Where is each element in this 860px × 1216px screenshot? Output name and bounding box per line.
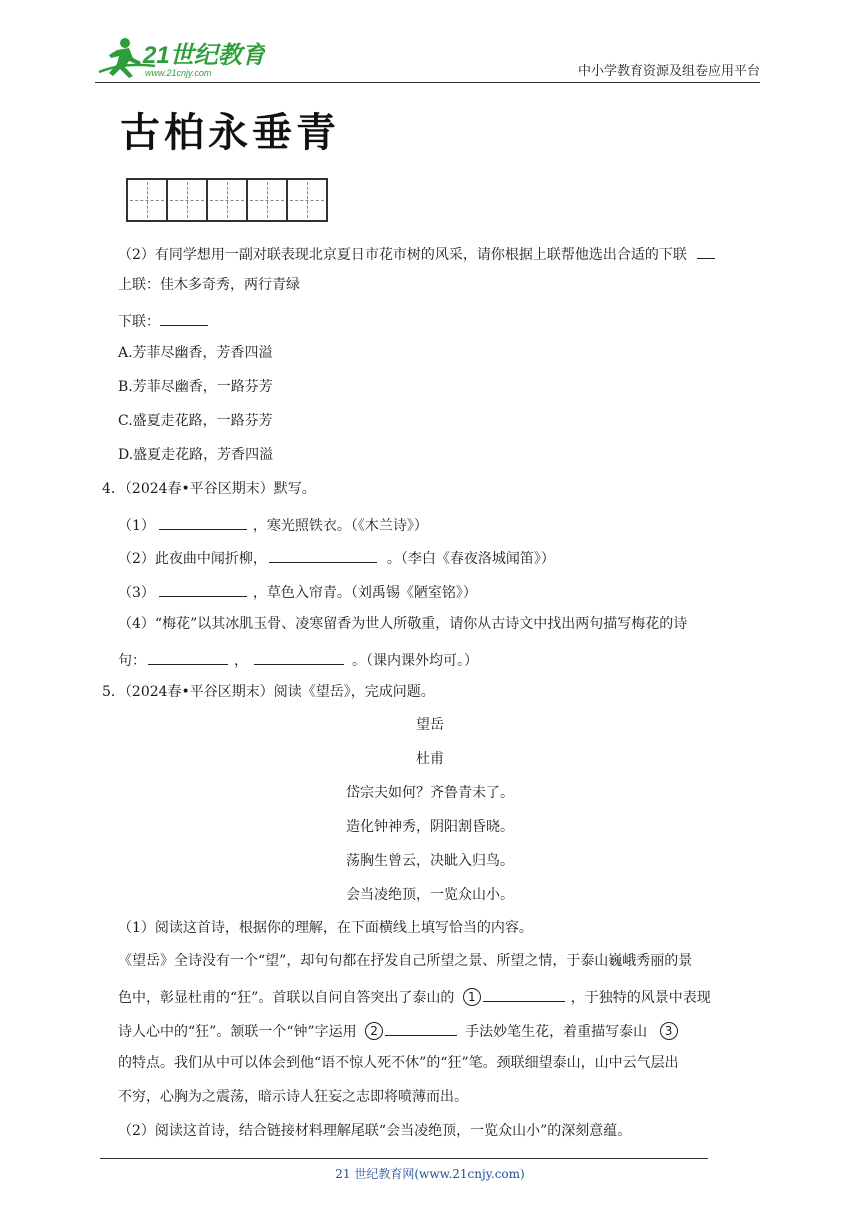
header-tagline: 中小学教育资源及组卷应用平台 xyxy=(577,64,760,79)
grid-cell[interactable] xyxy=(166,178,208,222)
q4-item-4-blank-2[interactable] xyxy=(254,648,344,665)
q5-para-line2 xyxy=(118,985,711,1008)
q4-item-4-suffix: 。（课内课外均可。） xyxy=(352,653,478,669)
q5-title: 5．（2024春•平谷区期末）阅读《望岳》，完成问题。 xyxy=(102,684,435,700)
calligraphy-image xyxy=(118,104,348,156)
circle-number-2: 2 xyxy=(365,1022,383,1040)
calligraphy-text: 古柏永垂青 xyxy=(120,109,340,156)
q4-item-1-blank[interactable] xyxy=(159,513,247,530)
poem-line: 岱宗夫如何？齐鲁青未了。 xyxy=(346,785,514,801)
footer-divider xyxy=(100,1158,708,1159)
header-divider xyxy=(95,82,760,83)
grid-cell[interactable] xyxy=(126,178,168,222)
option-c[interactable]: C.盛夏走花路，一路芬芳 xyxy=(118,413,273,429)
writing-grid xyxy=(126,178,326,222)
q4-item-4-blank-1[interactable] xyxy=(148,648,228,665)
poem-title: 望岳 xyxy=(416,717,444,733)
q5-blank-1[interactable] xyxy=(483,985,565,1002)
grid-cell[interactable] xyxy=(286,178,328,222)
q5-para-line2-a: 色中，彰显杜甫的“狂”。首联以自问自答突出了泰山的 xyxy=(118,990,455,1006)
logo-text: 21世纪教育 xyxy=(143,42,265,69)
q4-item-4-prefix: 句： xyxy=(118,653,146,669)
footer-link[interactable]: 21 世纪教育网(www.21cnjy.com) xyxy=(335,1167,525,1181)
q3-2-lower-blank[interactable] xyxy=(160,309,208,326)
poem-author: 杜甫 xyxy=(416,751,444,767)
q5-para-line5: 不穷，心胸为之震荡，暗示诗人狂妄之志即将喷薄而出。 xyxy=(118,1089,468,1105)
q4-item-3-suffix: ，草色入帘青。（刘禹锡《陋室铭》） xyxy=(252,585,477,601)
q4-item-2-prefix: （2）此夜曲中闻折柳， xyxy=(118,551,267,567)
q3-2-lower xyxy=(118,309,208,332)
q5-blank-2[interactable] xyxy=(385,1019,457,1036)
option-d[interactable]: D.盛夏走花路，芳香四溢 xyxy=(118,447,274,463)
q4-item-4-line2 xyxy=(118,648,478,671)
q5-para-line4: 的特点。我们从中可以体会到他“语不惊人死不休”的“狂”笔。颈联细望泰山，山中云气层出 xyxy=(118,1055,679,1071)
grid-cell[interactable] xyxy=(246,178,288,222)
q4-item-2-suffix: 。（李白《春夜洛城闻笛》） xyxy=(386,551,555,567)
q4-item-4-line1: （4）“梅花”以其冰肌玉骨、凌寒留香为世人所敬重，请你从古诗文中找出两句描写梅花的诗 xyxy=(118,616,688,632)
q5-sub2: （2）阅读这首诗，结合链接材料理解尾联“会当凌绝顶，一览众山小”的深刻意蕴。 xyxy=(118,1123,632,1139)
poem-line: 造化钟神秀，阴阳割昏晓。 xyxy=(346,819,514,835)
q4-title: 4．（2024春•平谷区期末）默写。 xyxy=(102,481,316,497)
circle-number-1: 1 xyxy=(463,988,481,1006)
circle-number-3: 3 xyxy=(660,1022,678,1040)
option-b[interactable]: B.芳菲尽幽香，一路芬芳 xyxy=(118,379,273,395)
q4-item-2 xyxy=(118,546,555,569)
site-logo xyxy=(95,36,265,80)
q4-item-4-mid: ， xyxy=(234,653,248,669)
q5-para-line1: 《望岳》全诗没有一个“望”，却句句都在抒发自己所望之景、所望之情，于泰山巍峨秀丽的景 xyxy=(118,953,693,969)
q3-2-upper: 上联：佳木多奇秀，两行青绿 xyxy=(118,277,300,293)
q4-item-1 xyxy=(118,513,428,536)
poem-line: 荡胸生曾云，决眦入归鸟。 xyxy=(346,853,514,869)
q4-item-3-prefix: （3） xyxy=(118,585,155,601)
q3-2-lower-label: 下联： xyxy=(118,314,160,330)
q4-item-3 xyxy=(118,580,477,603)
q5-para-line2-b: ，于独特的风景中表现 xyxy=(570,990,711,1006)
q5-para-line3 xyxy=(118,1019,678,1042)
logo-url: www.21cnjy.com xyxy=(145,68,212,78)
q4-item-1-suffix: ，寒光照铁衣。（《木兰诗》） xyxy=(252,518,428,534)
q4-item-1-prefix: （1） xyxy=(118,518,155,534)
grid-cell[interactable] xyxy=(206,178,248,222)
q4-item-3-blank[interactable] xyxy=(159,580,247,597)
q3-2-answer-blank[interactable] xyxy=(697,242,715,259)
q3-2-prompt-text: （2）有同学想用一副对联表现北京夏日市花市树的风采，请你根据上联帮他选出合适的下联 xyxy=(118,247,687,263)
q5-para-line3-b: 手法妙笔生花，着重描写泰山 xyxy=(465,1024,648,1040)
poem-line: 会当凌绝顶，一览众山小。 xyxy=(346,887,514,903)
q5-para-line3-a: 诗人心中的“狂”。颔联一个“钟”字运用 xyxy=(118,1024,357,1040)
q5-sub1: （1）阅读这首诗，根据你的理解，在下面横线上填写恰当的内容。 xyxy=(118,920,533,936)
q3-2-prompt xyxy=(118,242,715,265)
q4-item-2-blank[interactable] xyxy=(269,546,377,563)
option-a[interactable]: A.芳菲尽幽香，芳香四溢 xyxy=(118,345,273,361)
